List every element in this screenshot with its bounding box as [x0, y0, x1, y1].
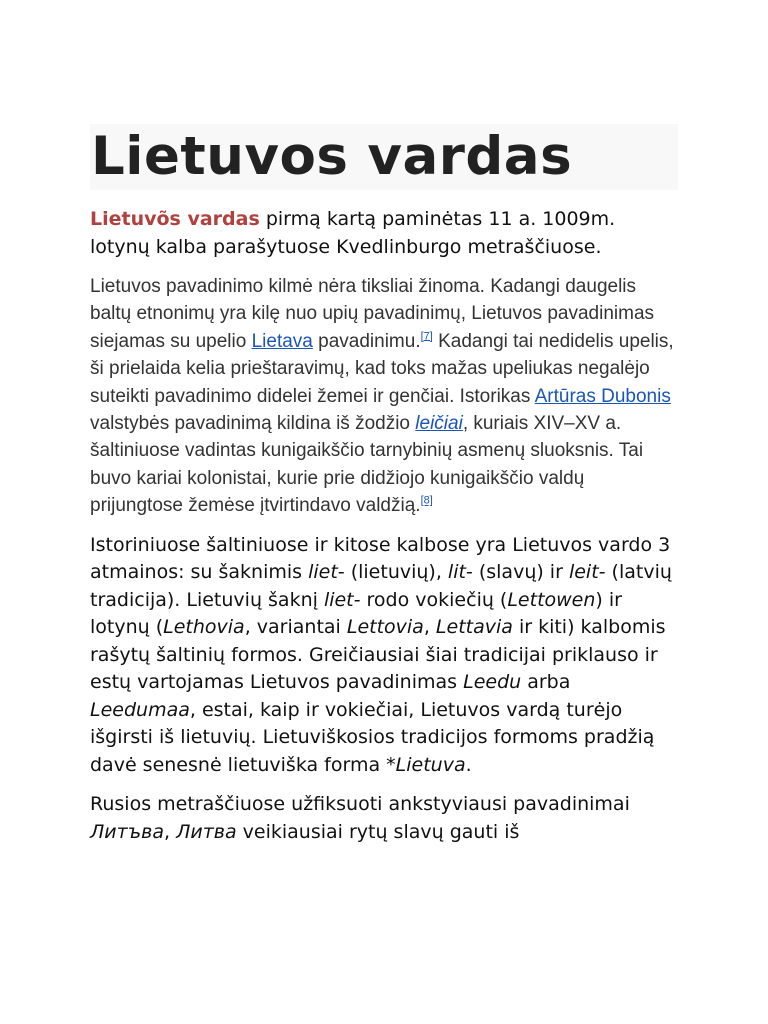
link-arturas-dubonis[interactable]: Artūras Dubonis: [534, 385, 671, 407]
text-run: Rusios metraščiuose užfiksuoti ankstyviausi pavadinimai: [90, 793, 630, 816]
text-run: , kuriais XIV–XV a. šaltiniuose vadintas kunigaikščio tarnybinių asmenų sluoksnis. Tai buvo kariai kolonistai, kurie prie didžiojo kunigaikščio valdų prijungtose žemėse įtvirtindavo valdžią.: [90, 413, 644, 517]
reference-link-7[interactable]: [7]: [420, 330, 433, 343]
italic-term: liet-: [308, 561, 345, 584]
link-leiciai[interactable]: [415, 413, 463, 434]
link-leiciai-text: leičiai: [415, 413, 463, 435]
text-run: valstybės pavadinimą kildina iš žodžio: [90, 413, 416, 435]
italic-term: Leedumaa: [90, 698, 190, 721]
text-run: Lietuvos pavadinimo kilmė nėra tiksliai žinoma. Kadangi daugelis baltų etnonimų yra kilę nuo upių pavadinimų, Lietuvos pavadinimas siejamas su upelio: [90, 276, 655, 352]
reference-7: [421, 330, 433, 342]
text-run: , estai, kaip ir vokiečiai, Lietuvos vardą turėjo išgirsti iš lietuvių. Lietuviškosios tradicijos formoms pradžią davė senesnė lietuviška forma *: [90, 698, 655, 776]
text-run: pavadinimu.: [312, 330, 421, 352]
italic-term: liet-: [323, 588, 361, 611]
text-run: rodo vokiečių (: [360, 588, 508, 611]
text-run: Kadangi tai nedidelis upelis, ši prielaida kelia prieštaravimų, kad toks mažas upeliukas negalėjo suteikti pavadinimo didelei žemei ir genčiai. Istorikas: [90, 330, 674, 407]
intro-text: pirmą kartą paminėtas 11 a. 1009m. lotynų kalba parašytuose Kvedlinburgo metraščiuose.: [90, 208, 616, 258]
italic-term: Lettovia: [346, 616, 424, 639]
text-run: (latvių tradicija). Lietuvių šaknį: [90, 561, 672, 611]
title-banner: [90, 124, 678, 190]
italic-term: Lettavia: [435, 616, 513, 639]
italic-term: Литва: [176, 820, 237, 843]
russian-paragraph: [90, 791, 678, 846]
italic-term: Литъва: [90, 820, 164, 843]
italic-term: leit-: [568, 561, 606, 584]
link-lietava[interactable]: Lietava: [251, 330, 313, 352]
italic-term: Lietuva: [395, 753, 466, 776]
reference-link-8[interactable]: [8]: [420, 494, 433, 507]
italic-term: lit-: [447, 561, 473, 584]
text-run: , variantai: [244, 616, 347, 639]
text-run: arba: [521, 671, 571, 694]
text-run: ,: [423, 616, 436, 639]
text-run: ,: [163, 820, 177, 843]
origin-paragraph: [90, 273, 678, 520]
text-run: (slavų) ir: [472, 561, 569, 584]
italic-term: Lethovia: [163, 616, 245, 639]
intro-paragraph: [90, 206, 678, 261]
reference-8: [421, 495, 433, 507]
italic-term: Leedu: [463, 671, 522, 694]
text-run: .: [465, 753, 472, 776]
text-run: ) ir lotynų (: [90, 588, 622, 639]
page-title: Lietuvos vardas: [91, 126, 573, 187]
bold-term: Lietuvõs vardas: [90, 208, 260, 230]
article: [90, 124, 678, 858]
text-run: veikiausiai rytų slavų gauti iš: [236, 820, 520, 843]
variants-paragraph: [90, 532, 678, 780]
text-run: (lietuvių),: [344, 561, 448, 584]
italic-term: Lettowen: [507, 588, 596, 611]
text-run: ir kiti) kalbomis rašytų šaltinių formos. Greičiausiai šiai tradicijai priklauso ir estų vartojamas Lietuvos pavadinimas: [90, 616, 666, 694]
text-run: Istoriniuose šaltiniuose ir kitose kalbose yra Lietuvos vardo 3 atmainos: su šaknimis: [90, 533, 671, 584]
